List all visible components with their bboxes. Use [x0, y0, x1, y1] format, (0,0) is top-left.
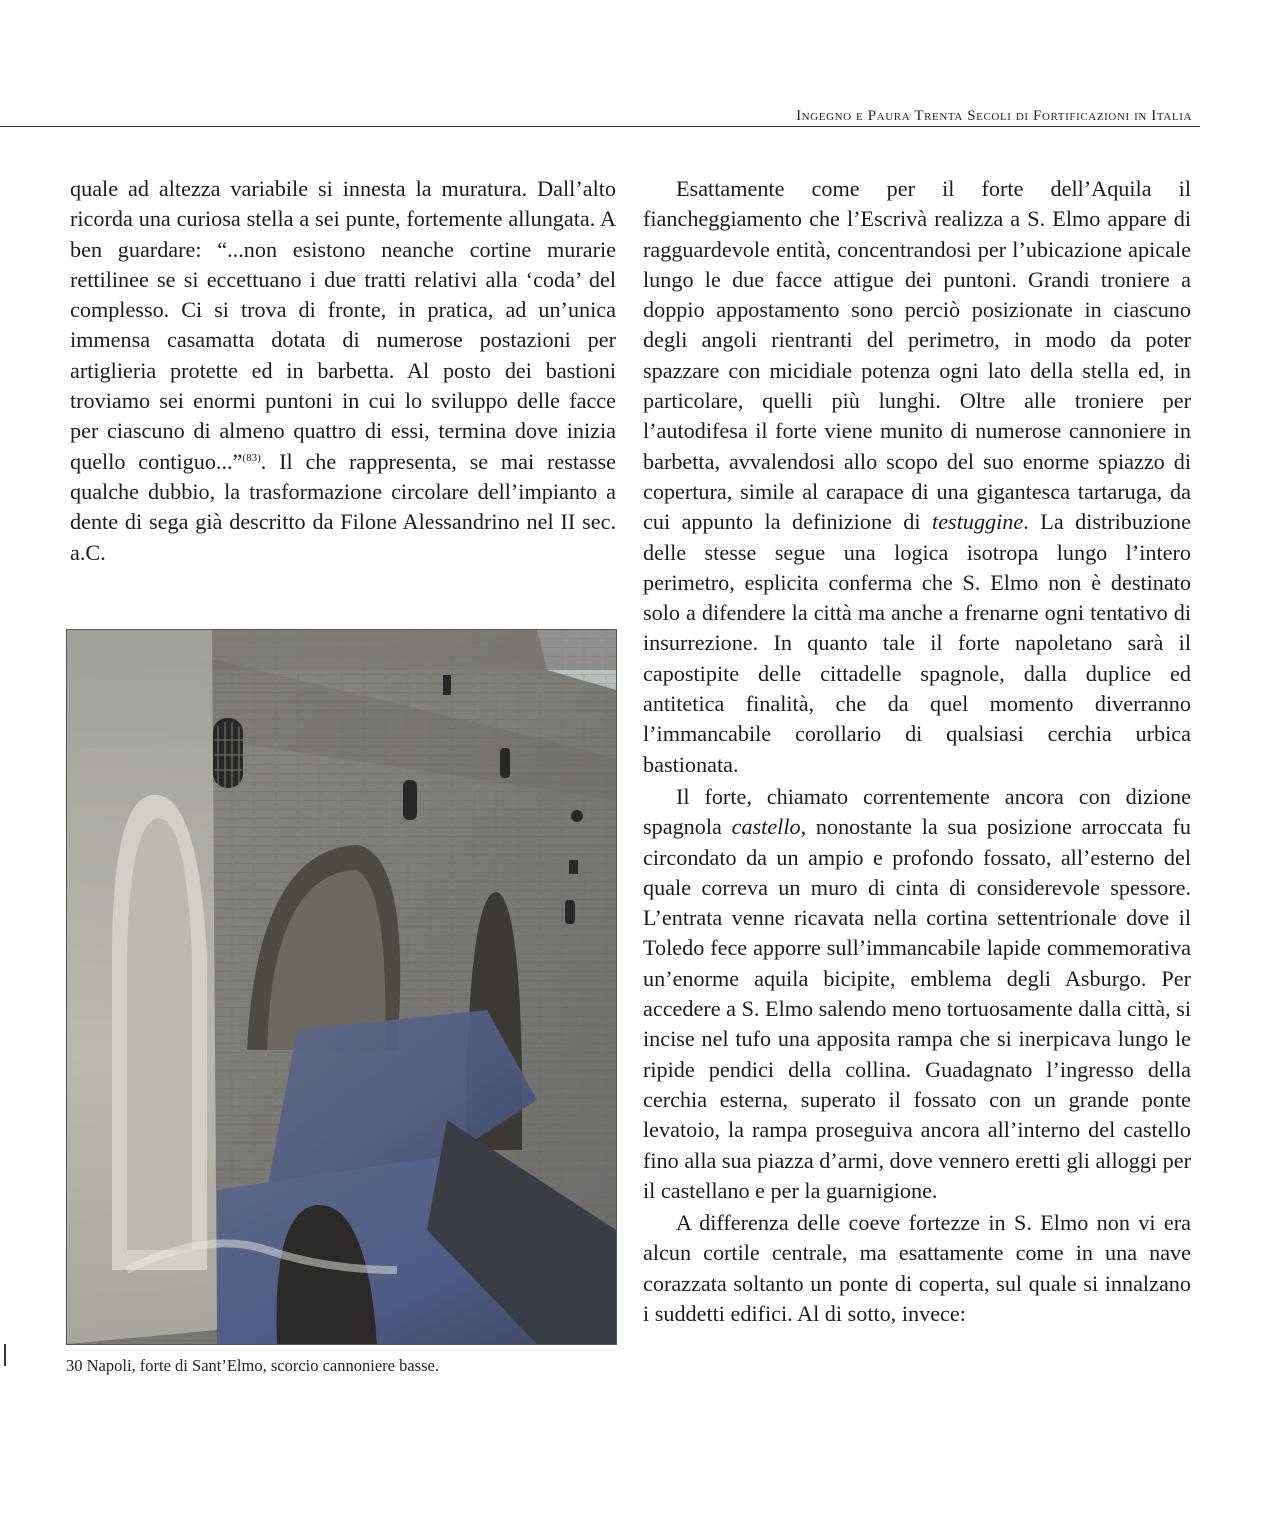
right-paragraph-2-italic: castello — [731, 814, 801, 840]
left-paragraph-text-a: quale ad altezza variabile si innesta la muratura. Dall’alto ricorda una curiosa stella a sei punte, fortemente allungata. A ben guardare: “...non esistono neanche cortine murarie rettilinee se si eccettuano i due tratti relativi alla ‘coda’ del complesso. Ci si trova di fronte, in pratica, ad un’unica immensa casamatta dotata di numerose postazioni per artiglieria protette ed in barbetta. Al posto dei bastioni troviamo sei enormi puntoni in cui lo sviluppo delle facce per ciascuno di almeno quattro di essi, termina dove inizia quello contiguo...” — [70, 176, 616, 474]
castle-wall-photo — [67, 630, 616, 1344]
right-paragraph-1-text-a: Esattamente come per il forte dell’Aquila il fiancheggiamento che l’Escrivà realizza a S. Elmo appare di ragguardevole entità, concentrandosi per l’ubicazione apicale lungo le due facce attigue dei puntoni. Grandi troniere a doppio appostamento sono perciò posizionate in ciascuno degli angoli rientranti del perimetro, in modo da poter spazzare con micidiale potenza ogni lato della stella ed, in particolare, quelli più lunghi. Oltre alle troniere per l’autodifesa il forte viene munito di numerose cannoniere in barbetta, avvalendosi allo scopo del suo enorme spiazzo di copertura, simile al carapace di una gigantesca tartaruga, da cui appunto la definizione di — [643, 176, 1191, 535]
left-paragraph — [70, 174, 616, 568]
figure-caption: 30 Napoli, forte di Sant’Elmo, scorcio cannoniere basse. — [66, 1356, 439, 1375]
running-header: Ingegno e Paura Trenta Secoli di Fortificazioni in Italia — [796, 108, 1192, 124]
crop-mark — [4, 1344, 6, 1366]
left-paragraph-text-b: . Il che rappresenta, se mai restasse qualche dubbio, la trasformazione circolare dell’impianto a dente di sega già descritto da Filone Alessandrino nel II sec. a.C. — [70, 448, 616, 565]
right-paragraph-1-text-b: . La distribuzione delle stesse segue una logica isotropa lungo l’intero perimetro, esplicita conferma che S. Elmo non è destinato solo a difendere la città ma anche a frenarne ogni tentativo di insurrezione. In quanto tale il forte napoletano sarà il capostipite delle cittadelle spagnole, dalla duplice ed antitetica finalità, che da quel momento diverranno l’immancabile corollario di qualsiasi cerchia urbica bastionata. — [643, 509, 1191, 777]
right-paragraph-2-text-a: Il forte, chiamato correntemente ancora con dizione spagnola — [643, 783, 1191, 840]
right-paragraph-1 — [643, 174, 1191, 780]
right-text-column — [643, 174, 1191, 1329]
figure-photo — [66, 629, 617, 1345]
footnote-reference: (83) — [242, 451, 261, 464]
header-rule — [0, 126, 1200, 127]
right-paragraph-2 — [643, 782, 1191, 1206]
right-paragraph-3: A differenza delle coeve fortezze in S. Elmo non vi era alcun cortile centrale, ma esattamente come in una nave corazzata soltanto un ponte di coperta, sul quale si innalzano i suddetti edifici. Al di sotto, invece: — [643, 1210, 1191, 1326]
right-paragraph-1-italic: testuggine — [932, 509, 1024, 535]
left-text-column — [70, 174, 616, 568]
right-paragraph-2-text-b: , nonostante la sua posizione arroccata fu circondato da un ampio e profondo fossato, all’esterno del quale correva un muro di cinta di considerevole spessore. L’entrata venne ricavata nella cortina settentrionale dove il Toledo fece apporre sull’immancabile lapide commemorativa un’enorme aquila bicipite, emblema degli Asburgo. Per accedere a S. Elmo salendo meno tortuosamente dalla città, si incise nel tufo una apposita rampa che si inerpicava lungo le ripide pendici della collina. Guadagnato l’ingresso della cerchia esterna, superato il fossato con un grande ponte levatoio, la rampa proseguiva ancora all’interno del castello fino alla sua piazza d’armi, dove vennero eretti gli alloggi per il castellano e per la guarnigione. — [643, 814, 1191, 1203]
